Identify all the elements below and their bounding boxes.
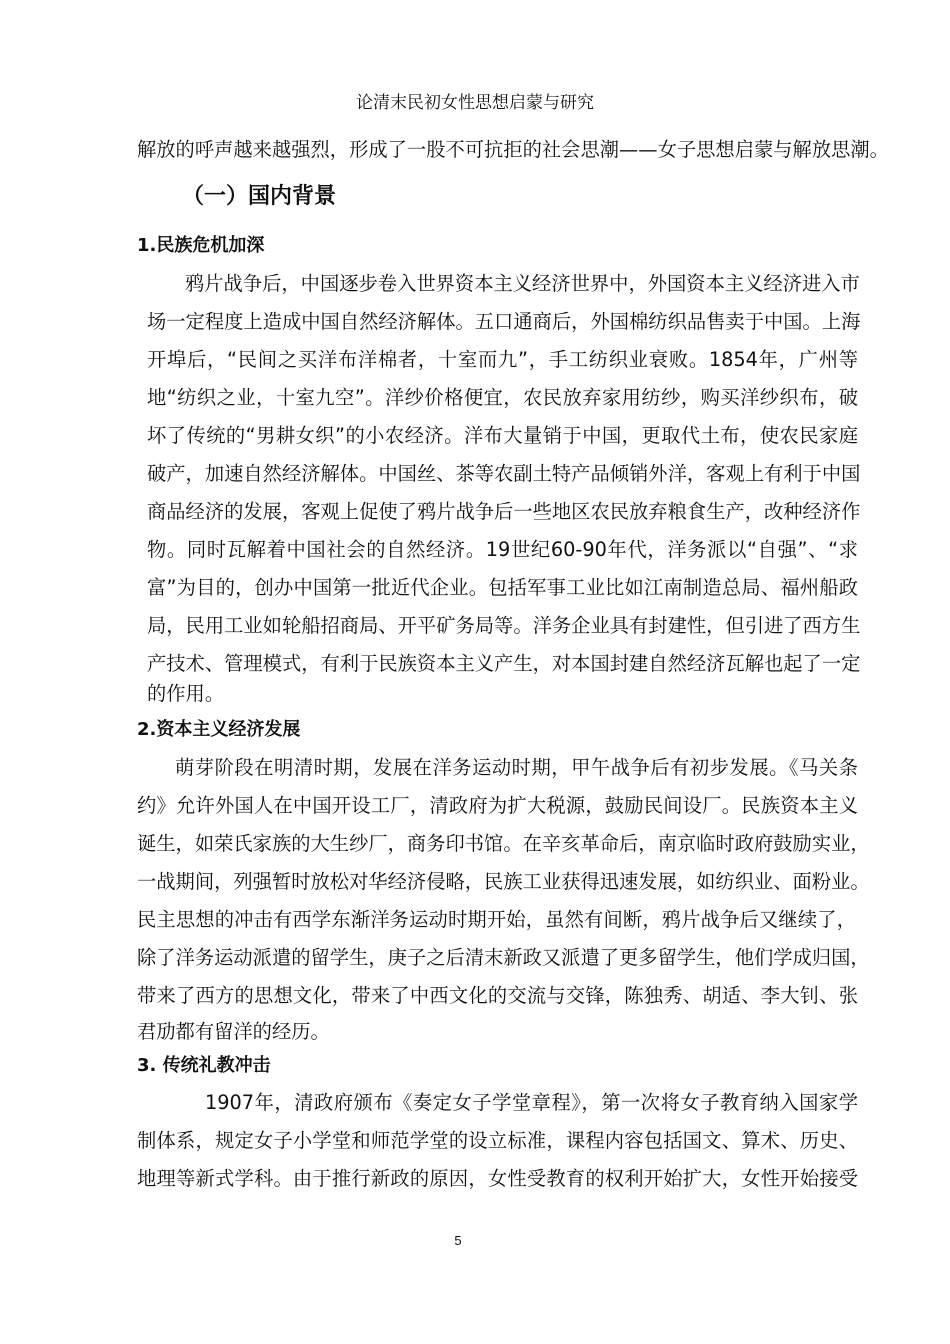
text-line: 破产，加速自然经济解体。中国丝、茶等农副土特产品倾销外洋，客观上有利于中国 <box>147 462 861 485</box>
text-line: 物。同时瓦解着中国社会的自然经济。19世纪60-90年代，洋务派以“自强”、“求 <box>147 538 858 561</box>
text-line: 除了洋务运动派遣的留学生，庚子之后清末新政又派遣了更多留学生，他们学成归国， <box>137 946 870 969</box>
text-line: 的作用。 <box>147 682 225 705</box>
text-line: 带来了西方的思想文化，带来了中西文化的交流与交锋，陈独秀、胡适、李大钊、张 <box>137 984 858 1007</box>
subsection-heading-1: 1.民族危机加深 <box>137 235 265 256</box>
text-line: 富”为目的，创办中国第一批近代企业。包括军事工业比如江南制造总局、福州船政 <box>147 576 858 599</box>
text-line: 鸦片战争后，中国逐步卷入世界资本主义经济世界中，外国资本主义经济进入市 <box>185 272 860 295</box>
text-line: 产技术、管理模式，有利于民族资本主义产生，对本国封建自然经济瓦解也起了一定 <box>147 652 861 675</box>
text-line: 开埠后，“民间之买洋布洋棉者，十室而九”，手工纺织业衰败。1854年，广州等 <box>147 348 858 371</box>
running-header: 论清末民初女性思想启蒙与研究 <box>356 93 594 113</box>
text-line: 萌芽阶段在明清时期，发展在洋务运动时期，甲午战争后有初步发展。《马关条 <box>175 756 858 779</box>
subsection-heading-3: 3. 传统礼教冲击 <box>137 1055 271 1076</box>
text-line: 场一定程度上造成中国自然经济解体。五口通商后，外国棉纺织品售卖于中国。上海 <box>147 310 861 333</box>
subsection-heading-2: 2.资本主义经济发展 <box>137 719 301 740</box>
intro-line: 解放的呼声越来越强烈，形成了一股不可抗拒的社会思潮——女子思想启蒙与解放思潮。 <box>137 138 889 161</box>
text-line: 局，民用工业如轮船招商局、开平矿务局等。洋务企业具有封建性，但引进了西方生 <box>147 614 861 637</box>
text-line: 民主思想的冲击有西学东渐洋务运动时期开始，虽然有间断，鸦片战争后又继续了， <box>137 908 856 931</box>
text-line: 地理等新式学科。由于推行新政的原因，女性受教育的权利开始扩大，女性开始接受 <box>137 1167 858 1190</box>
text-line: 1907年，清政府颁布《奏定女子学堂章程》，第一次将女子教育纳入国家学 <box>205 1091 858 1114</box>
text-line: 坏了传统的“男耕女织”的小农经济。洋布大量销于中国，更取代土布，使农民家庭 <box>147 424 858 447</box>
text-line: 约》允许外国人在中国开设工厂，清政府为扩大税源，鼓励民间设厂。民族资本主义 <box>137 794 858 817</box>
page-number: 5 <box>454 1233 462 1248</box>
text-line: 一战期间，列强暂时放松对华经济侵略，民族工业获得迅速发展，如纺织业、面粉业。 <box>137 870 870 893</box>
text-line: 商品经济的发展，客观上促使了鸦片战争后一些地区农民放弃粮食生产，改种经济作 <box>147 500 861 523</box>
section-heading: （一）国内背景 <box>182 184 337 209</box>
text-line: 地“纺织之业，十室九空”。洋纱价格便宜，农民放弃家用纺纱，购买洋纱织布，破 <box>147 386 858 409</box>
text-line: 君劢都有留洋的经历。 <box>137 1020 330 1043</box>
text-line: 制体系，规定女子小学堂和师范学堂的设立标准，课程内容包括国文、算术、历史、 <box>137 1129 858 1152</box>
text-line: 诞生，如荣氏家族的大生纱厂，商务印书馆。在辛亥革命后，南京临时政府鼓励实业， <box>137 832 870 855</box>
